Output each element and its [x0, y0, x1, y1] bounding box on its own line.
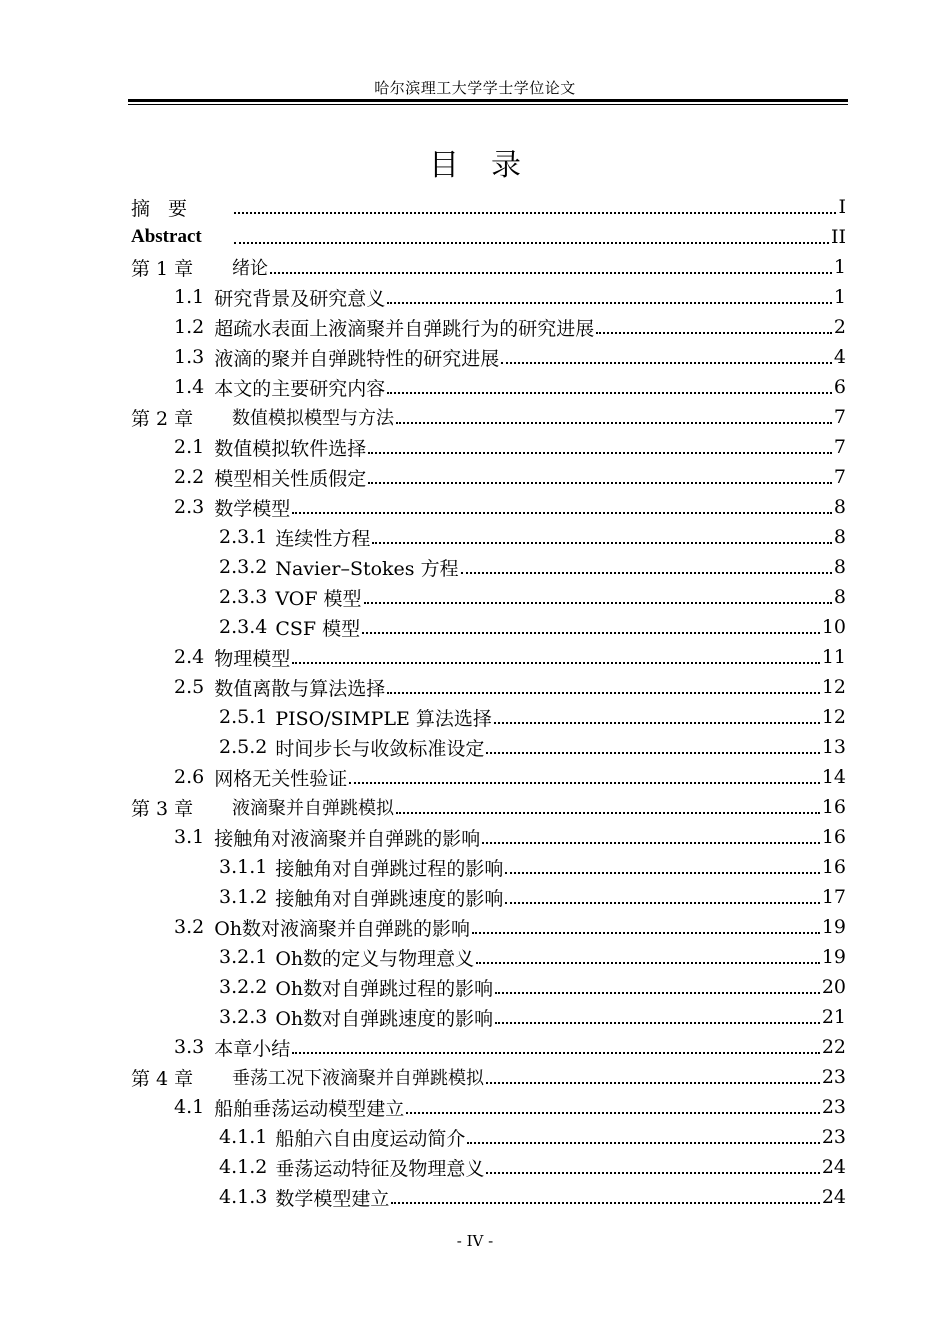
toc-entry[interactable] — [131, 492, 846, 522]
toc-entry-number: 2.3.3 — [219, 586, 268, 608]
toc-entry-page: 23 — [821, 1096, 846, 1118]
toc-entry-page: 16 — [821, 826, 846, 848]
toc-entry-number: 2.4 — [174, 646, 205, 668]
toc-entry-title: CSF 模型 — [275, 617, 361, 640]
toc-entry-page: 2 — [833, 316, 846, 338]
toc-entry-number: 2.2 — [174, 466, 205, 488]
toc-entry-page: 8 — [833, 586, 846, 608]
toc-entry-page: 24 — [821, 1156, 846, 1178]
toc-entry-page: 8 — [833, 556, 846, 578]
toc-entry-title: 网格无关性验证 — [214, 767, 348, 790]
toc-dot-leader — [486, 1081, 820, 1084]
toc-entry[interactable] — [131, 612, 846, 642]
toc-entry-title: 数值模拟软件选择 — [214, 437, 367, 460]
toc-dot-leader — [486, 1171, 819, 1174]
toc-entry-title: Navier–Stokes 方程 — [275, 557, 459, 580]
toc-entry[interactable] — [131, 762, 846, 792]
toc-entry[interactable] — [131, 372, 846, 402]
toc-entry-page: 23 — [821, 1066, 846, 1088]
toc-entry-page: 24 — [821, 1186, 846, 1208]
toc-dot-leader — [396, 811, 820, 814]
toc-entry-page: 23 — [821, 1126, 846, 1148]
toc-dot-leader — [391, 1201, 819, 1204]
toc-entry-number: 3.2 — [174, 916, 205, 938]
toc-entry-title: Oh数对自弹跳过程的影响 — [275, 977, 494, 1000]
toc-entry-title: 绪论 — [232, 258, 268, 279]
toc-entry-number: 1.1 — [174, 286, 205, 308]
toc-dot-leader — [486, 751, 819, 754]
toc-entry-number: 2.5 — [174, 676, 205, 698]
toc-dot-leader — [482, 841, 820, 844]
toc-entry[interactable] — [131, 1182, 846, 1212]
toc-dot-leader — [387, 301, 832, 304]
toc-dot-leader — [292, 1051, 820, 1054]
toc-entry-number: Abstract — [131, 226, 202, 247]
toc-entry-title: PISO/SIMPLE 算法选择 — [275, 707, 492, 730]
toc-entry-title: 接触角对自弹跳速度的影响 — [275, 887, 504, 910]
toc-dot-leader — [364, 601, 832, 604]
toc-entry-number: 2.3.2 — [219, 556, 268, 578]
toc-entry[interactable] — [131, 1062, 846, 1092]
toc-entry-number: 4.1.2 — [219, 1156, 268, 1178]
toc-entry-number: 3.3 — [174, 1036, 205, 1058]
toc-entry-page: 8 — [833, 526, 846, 548]
toc-entry-title: 物理模型 — [214, 647, 291, 670]
toc-entry[interactable] — [131, 702, 846, 732]
toc-entry-number: 4.1.1 — [219, 1126, 268, 1148]
toc-entry-number: 1.4 — [174, 376, 205, 398]
toc-entry-title: 液滴聚并自弹跳模拟 — [232, 798, 394, 819]
page-number-footer: - IV - — [456, 1232, 494, 1250]
toc-entry-number: 3.2.2 — [219, 976, 268, 998]
toc-entry-page: II — [830, 226, 846, 248]
toc-entry-page: 12 — [821, 676, 846, 698]
toc-entry-page: 6 — [833, 376, 846, 398]
toc-entry-title: 研究背景及研究意义 — [214, 287, 386, 310]
toc-dot-leader — [270, 271, 832, 274]
toc-entry-number: 2.5.2 — [219, 736, 268, 758]
toc-entry[interactable] — [131, 252, 846, 282]
toc-entry-page: 8 — [833, 496, 846, 518]
toc-entry-page: 17 — [821, 886, 846, 908]
toc-entry-title: 时间步长与收敛标准设定 — [275, 737, 485, 760]
toc-entry-title: Oh数对液滴聚并自弹跳的影响 — [214, 917, 471, 940]
toc-dot-leader — [372, 541, 832, 544]
toc-entry-page: 13 — [821, 736, 846, 758]
toc-dot-leader — [472, 931, 820, 934]
toc-dot-leader — [505, 871, 819, 874]
toc-entry-number: 摘要 — [131, 197, 206, 220]
toc-entry[interactable] — [131, 432, 846, 462]
toc-entry-title: 数学模型建立 — [275, 1187, 390, 1210]
toc-dot-leader — [368, 481, 832, 484]
toc-entry-number: 2.6 — [174, 766, 205, 788]
toc-dot-leader — [292, 511, 832, 514]
toc-entry-title: 船舶垂荡运动模型建立 — [214, 1097, 405, 1120]
toc-entry-title: VOF 模型 — [275, 587, 362, 610]
toc-entry-page: 10 — [821, 616, 846, 638]
toc-entry[interactable] — [131, 312, 846, 342]
toc-dot-leader — [362, 631, 820, 634]
toc-entry[interactable] — [131, 852, 846, 882]
toc-entry[interactable] — [131, 1122, 846, 1152]
toc-entry-number: 第 1 章 — [131, 257, 194, 280]
toc-entry-page: 7 — [833, 466, 846, 488]
toc-dot-leader — [494, 721, 820, 724]
toc-entry-title: 模型相关性质假定 — [214, 467, 367, 490]
toc-entry-title: 连续性方程 — [275, 527, 371, 550]
toc-entry-number: 2.5.1 — [219, 706, 268, 728]
toc-dot-leader — [234, 241, 829, 244]
toc-entry[interactable] — [131, 822, 846, 852]
toc-dot-leader — [501, 361, 832, 364]
toc-dot-leader — [349, 781, 820, 784]
toc-entry-page: 19 — [821, 916, 846, 938]
toc-entry-title: 垂荡运动特征及物理意义 — [275, 1157, 485, 1180]
toc-entry-page: 12 — [821, 706, 846, 728]
toc-entry[interactable] — [131, 642, 846, 672]
toc-dot-leader — [234, 211, 836, 214]
toc-entry-title: 超疏水表面上液滴聚并自弹跳行为的研究进展 — [214, 317, 595, 340]
toc-entry[interactable] — [131, 522, 846, 552]
toc-entry-number: 2.3.1 — [219, 526, 268, 548]
toc-entry-page: 21 — [821, 1006, 846, 1028]
toc-entry[interactable] — [131, 882, 846, 912]
toc-entry-title: 数值离散与算法选择 — [214, 677, 386, 700]
toc-entry-title: 船舶六自由度运动简介 — [275, 1127, 466, 1150]
toc-entry[interactable] — [131, 792, 846, 822]
toc-entry[interactable] — [131, 462, 846, 492]
toc-entry[interactable] — [131, 912, 846, 942]
toc-entry-page: I — [838, 196, 846, 218]
toc-entry-number: 3.2.3 — [219, 1006, 268, 1028]
header-rule-thick — [128, 99, 848, 102]
toc-entry-number: 3.1 — [174, 826, 205, 848]
toc-entry-page: 14 — [821, 766, 846, 788]
toc-entry-number: 第 4 章 — [131, 1067, 194, 1090]
toc-entry-title: 数值模拟模型与方法 — [232, 408, 394, 429]
toc-entry-number: 3.2.1 — [219, 946, 268, 968]
toc-dot-leader — [396, 421, 832, 424]
toc-entry-title: 垂荡工况下液滴聚并自弹跳模拟 — [232, 1068, 484, 1089]
toc-entry-number: 2.3.4 — [219, 616, 268, 638]
toc-entry-title: 数学模型 — [214, 497, 291, 520]
toc-dot-leader — [368, 451, 832, 454]
toc-entry[interactable] — [131, 942, 846, 972]
toc-entry-title: 本章小结 — [214, 1037, 291, 1060]
toc-entry-page: 11 — [821, 646, 846, 668]
toc-entry-page: 20 — [821, 976, 846, 998]
toc-entry-number: 3.1.2 — [219, 886, 268, 908]
toc-entry-number: 第 3 章 — [131, 797, 194, 820]
toc-entry[interactable] — [131, 552, 846, 582]
toc-entry[interactable] — [131, 1032, 846, 1062]
toc-dot-leader — [406, 1111, 820, 1114]
toc-dot-leader — [387, 691, 820, 694]
toc-entry-page: 7 — [833, 436, 846, 458]
toc-entry[interactable] — [131, 1152, 846, 1182]
toc-entry[interactable] — [131, 342, 846, 372]
toc-entry-number: 4.1 — [174, 1096, 205, 1118]
toc-entry[interactable] — [131, 192, 846, 222]
toc-entry-number: 第 2 章 — [131, 407, 194, 430]
toc-entry-number: 2.3 — [174, 496, 205, 518]
page-title: 目录 — [429, 148, 553, 183]
toc-entry-page: 1 — [833, 256, 846, 278]
toc-entry-page: 19 — [821, 946, 846, 968]
toc-dot-leader — [596, 331, 832, 334]
toc-entry[interactable] — [131, 282, 846, 312]
toc-entry-title: Oh数的定义与物理意义 — [275, 947, 475, 970]
toc-entry-title: 接触角对液滴聚并自弹跳的影响 — [214, 827, 481, 850]
toc-entry-number: 2.1 — [174, 436, 205, 458]
toc-entry-page: 16 — [821, 796, 846, 818]
toc-entry-page: 1 — [833, 286, 846, 308]
toc-dot-leader — [461, 571, 832, 574]
toc-entry[interactable] — [131, 222, 846, 252]
toc-entry-page: 4 — [833, 346, 846, 368]
toc-entry-number: 4.1.3 — [219, 1186, 268, 1208]
toc-dot-leader — [292, 661, 820, 664]
toc-entry-page: 22 — [821, 1036, 846, 1058]
toc-entry-title: 接触角对自弹跳过程的影响 — [275, 857, 504, 880]
toc-entry-number: 1.2 — [174, 316, 205, 338]
toc-entry[interactable] — [131, 402, 846, 432]
toc-entry[interactable] — [131, 672, 846, 702]
toc-entry-number: 3.1.1 — [219, 856, 268, 878]
toc-entry[interactable] — [131, 1092, 846, 1122]
toc-entry-page: 16 — [821, 856, 846, 878]
table-of-contents — [131, 192, 846, 1212]
header-rule-thin — [128, 104, 848, 105]
toc-dot-leader — [495, 1021, 820, 1024]
toc-dot-leader — [387, 391, 832, 394]
toc-entry[interactable] — [131, 582, 846, 612]
toc-dot-leader — [495, 991, 820, 994]
toc-dot-leader — [476, 961, 820, 964]
toc-entry-number: 1.3 — [174, 346, 205, 368]
toc-entry-title: 本文的主要研究内容 — [214, 377, 386, 400]
toc-entry-page: 7 — [833, 406, 846, 428]
toc-entry[interactable] — [131, 732, 846, 762]
toc-entry[interactable] — [131, 1002, 846, 1032]
toc-entry-title: Oh数对自弹跳速度的影响 — [275, 1007, 494, 1030]
toc-entry[interactable] — [131, 972, 846, 1002]
toc-dot-leader — [505, 901, 819, 904]
toc-entry-title: 液滴的聚并自弹跳特性的研究进展 — [214, 347, 500, 370]
running-header: 哈尔滨理工大学学士学位论文 — [374, 79, 576, 97]
toc-dot-leader — [467, 1141, 819, 1144]
